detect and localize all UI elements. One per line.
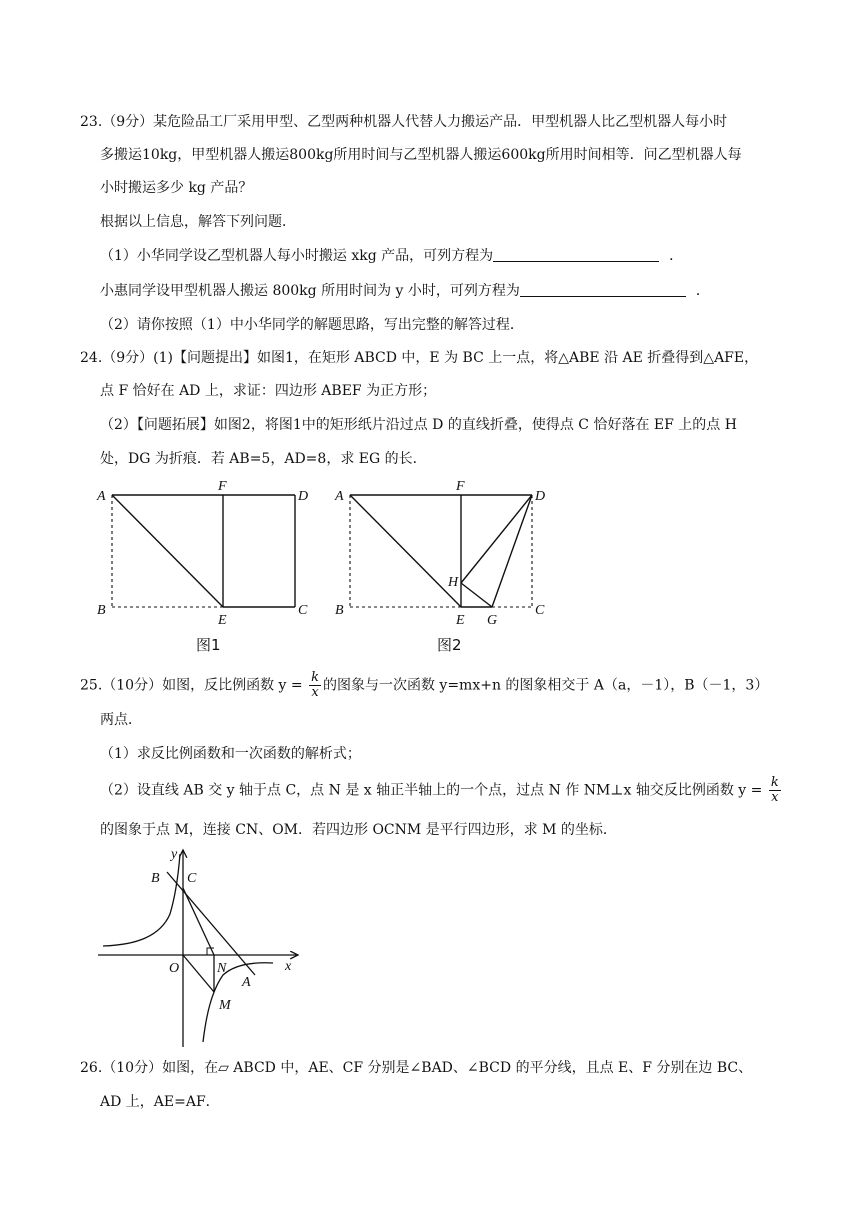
q25-fraction-k-over-x: $\frac{k}{x}$ (311, 670, 319, 700)
q23-line-4: 根据以上信息，解答下列问题． (100, 214, 296, 230)
fig2-caption: 图2 (437, 636, 462, 654)
fig2-label-A: A (335, 489, 344, 504)
fig1-caption: 图1 (196, 636, 221, 654)
q25-line-1-b: 的图象与一次函数 y=mx+n 的图象相交于 A（a，－1），B（－1，3） (322, 677, 769, 694)
fig1-label-A: A (97, 489, 106, 504)
q23-period-1: ． (669, 248, 684, 264)
q25-line-5: 的图象于点 M，连接 CN、OM．若四边形 OCNM 是平行四边形，求 M 的坐标． (100, 822, 617, 838)
q23-line-3: 小时搬运多少 kg 产品？ (100, 180, 253, 196)
q23-line-2: 多搬运10kg，甲型机器人搬运800kg所用时间与乙型机器人搬运600kg所用时间相等．问乙型机器人每 (100, 147, 742, 163)
q23-part1-text: （1）小华同学设乙型机器人每小时搬运 xkg 产品，可列方程为 (100, 248, 494, 264)
q23-answer-blank-2 (520, 282, 686, 297)
figure-25-graph (95, 842, 310, 1050)
label-y: y (171, 847, 178, 862)
q24-line-1: 24.（9分）(1)【问题提出】如图1，在矩形 ABCD 中，E 为 BC 上一点，将△ABE 沿 AE 折叠得到△AFE， (80, 350, 759, 366)
q24-line-4: 处，DG 为折痕．若 AB=5，AD=8，求 EG 的长． (100, 451, 427, 467)
fig1-label-D: D (298, 489, 309, 504)
hyperbola-branch-left (103, 854, 180, 946)
fig2-label-C: C (535, 603, 545, 618)
q23-part1b-line (100, 281, 710, 301)
fig2-line-AE (350, 495, 461, 607)
q25-line-4 (100, 776, 783, 805)
q25-line-3: （1）求反比例函数和一次函数的解析式； (100, 746, 361, 762)
label-C: C (187, 871, 197, 886)
q25-line-1-a: 25.（10分）如图，反比例函数 y = (80, 677, 308, 694)
q23-part1-line (100, 246, 683, 266)
q25-line-1 (80, 671, 768, 700)
label-O: O (169, 961, 180, 976)
q23-line-1: 23.（9分）某危险品工厂采用甲型、乙型两种机器人代替人力搬运产品．甲型机器人比乙型机器人每小时 (80, 114, 728, 130)
segment-OM (183, 955, 214, 992)
label-B: B (151, 871, 160, 886)
label-A: A (242, 975, 251, 990)
label-N: N (217, 961, 227, 976)
q24-line-3: （2）【问题拓展】如图2，将图1中的矩形纸片沿过点 D 的直线折叠，使得点 C 恰好落在 EF 上的点 H (100, 417, 737, 433)
q25-fraction-k-over-x-2: $\frac{k}{x}$ (770, 775, 779, 805)
label-x: x (285, 959, 292, 974)
q23-part1b-text: 小惠同学设甲型机器人搬运 800kg 所用时间为 y 小时，可列方程为 (100, 283, 520, 299)
fig2-label-B: B (335, 603, 344, 618)
fig1-line-AE (112, 495, 223, 607)
fig2-label-H: H (448, 575, 459, 590)
figure-2 (332, 480, 562, 630)
fig2-label-D: D (535, 489, 546, 504)
q23-period-2: ． (695, 283, 710, 299)
fig2-line-DH (461, 495, 532, 583)
q26-line-2: AD 上，AE=AF． (100, 1094, 220, 1110)
fig1-label-F: F (218, 480, 227, 494)
line-AB (167, 872, 255, 975)
fig1-label-B: B (97, 603, 106, 618)
q23-answer-blank-1 (493, 247, 659, 262)
fig2-label-E: E (456, 613, 465, 628)
fig2-label-F: F (456, 480, 465, 494)
q25-line-4-a: （2）设直线 AB 交 y 轴于点 C，点 N 是 x 轴正半轴上的一个点，过点 N 作 NM⊥x 轴交反比例函数 y = (100, 782, 767, 799)
q24-line-2: 点 F 恰好在 AD 上，求证：四边形 ABEF 为正方形； (100, 383, 437, 399)
fig2-label-G: G (487, 613, 498, 628)
fig2-line-HG (461, 583, 492, 607)
label-M: M (219, 998, 231, 1013)
fig2-line-DG (492, 495, 532, 607)
q25-line-2: 两点． (100, 712, 142, 728)
fig1-label-E: E (218, 613, 227, 628)
fig1-label-C: C (298, 603, 308, 618)
q26-line-1: 26.（10分）如图，在▱ ABCD 中，AE、CF 分别是∠BAD、∠BCD 的平分线，且点 E、F 分别在边 BC、 (80, 1060, 753, 1076)
figure-1 (92, 480, 322, 630)
q23-line-7: （2）请你按照（1）中小华同学的解题思路，写出完整的解答过程． (100, 317, 524, 333)
